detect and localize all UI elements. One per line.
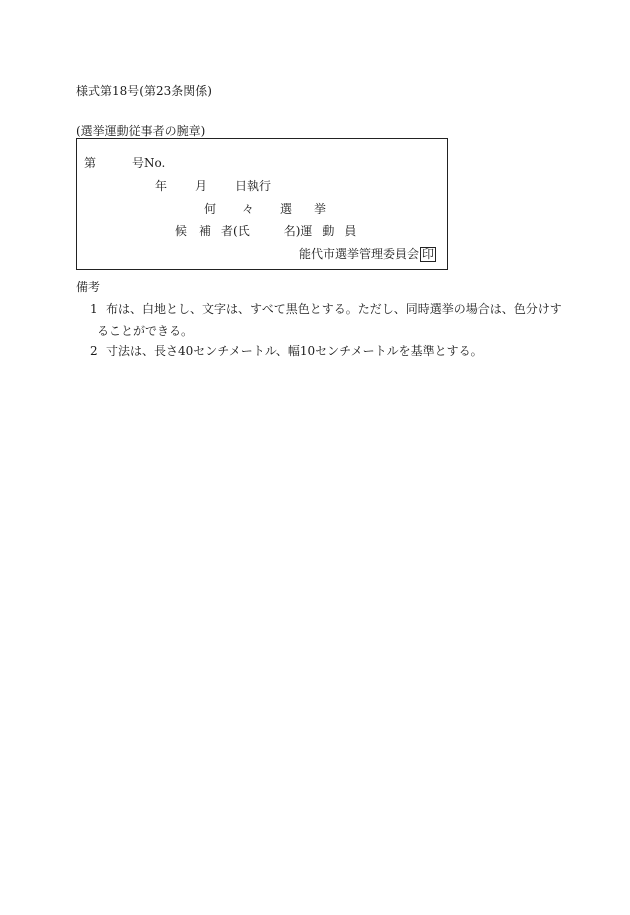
candidate-name-open: 者(氏 — [221, 224, 250, 238]
election-char-4: 挙 — [314, 202, 327, 216]
date-month-label: 月 — [195, 179, 208, 193]
armband-date-line — [155, 179, 271, 193]
candidate-char-6: 員 — [344, 224, 357, 238]
candidate-char-2: 補 — [199, 224, 212, 238]
date-day-label: 日執行 — [235, 179, 272, 193]
note-2 — [90, 344, 483, 358]
armband-election-line — [204, 202, 326, 216]
note-1-number: 1 — [90, 302, 98, 316]
number-suffix: 号No. — [132, 156, 166, 170]
number-prefix: 第 — [84, 156, 97, 170]
note-2-number: 2 — [90, 344, 98, 358]
note-2-text: 寸法は、長さ40センチメートル、幅10センチメートルを基準とする。 — [106, 344, 483, 358]
election-char-3: 選 — [280, 202, 293, 216]
armband-number-line — [84, 156, 165, 170]
election-char-2: 々 — [242, 202, 255, 216]
form-number: 様式第18号(第23条関係) — [76, 84, 212, 98]
notes-heading: 備考 — [76, 280, 101, 294]
seal-icon: 印 — [422, 247, 435, 261]
election-char-1: 何 — [204, 202, 217, 216]
armband-candidate-line — [175, 224, 356, 238]
armband-issuer-line — [299, 247, 436, 262]
date-year-label: 年 — [155, 179, 168, 193]
section-title: (選挙運動従事者の腕章) — [76, 124, 206, 138]
candidate-name-close: 名)運 — [283, 224, 313, 238]
note-1 — [90, 302, 562, 316]
note-1-continuation: ることができる。 — [97, 324, 194, 338]
candidate-char-1: 候 — [175, 224, 188, 238]
issuer-name: 能代市選挙管理委員会 — [299, 247, 420, 261]
candidate-char-5: 動 — [322, 224, 335, 238]
armband-specimen-box — [76, 138, 448, 270]
note-1-text: 布は、白地とし、文字は、すべて黒色とする。ただし、同時選挙の場合は、色分けす — [106, 302, 562, 316]
